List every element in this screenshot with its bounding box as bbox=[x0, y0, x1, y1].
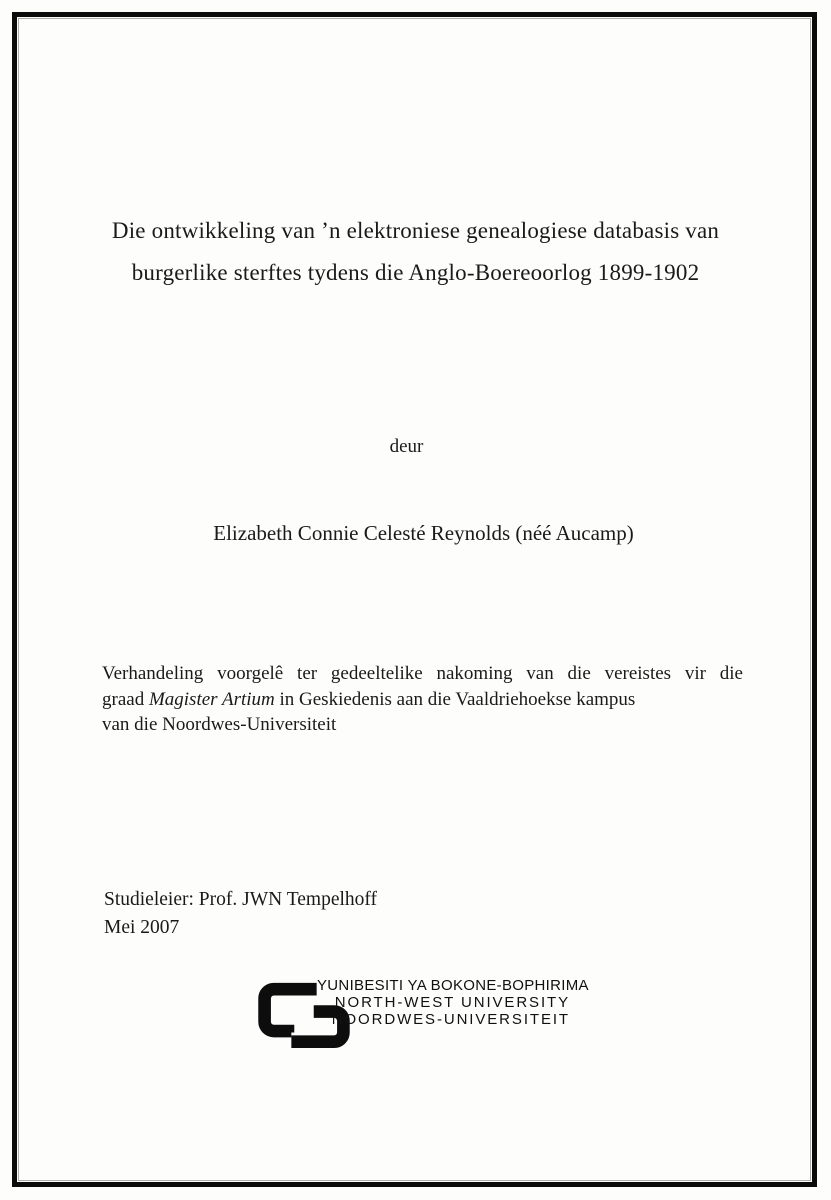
university-name-setswana: YUNIBESITI YA BOKONE-BOPHIRIMA bbox=[317, 977, 589, 994]
university-name-afrikaans: NOORDWES-UNIVERSITEIT bbox=[331, 1011, 570, 1028]
degree-declaration bbox=[102, 661, 743, 738]
declaration-line1: Verhandeling voorgelê ter gedeeltelike nakoming van die vereistes vir die bbox=[102, 663, 743, 684]
declaration-line2-pre: graad bbox=[102, 688, 149, 710]
supervisor-block bbox=[104, 886, 377, 942]
degree-name-italic: Magister Artium bbox=[148, 688, 275, 710]
thesis-title-line2: burgerlike sterftes tydens die Anglo-Boereoorlog 1899-1902 bbox=[131, 260, 700, 285]
thesis-title-line1: Die ontwikkeling van ’n elektroniese genealogiese databasis van bbox=[111, 218, 720, 243]
date-line: Mei 2007 bbox=[104, 917, 180, 938]
thesis-title bbox=[0, 210, 831, 294]
declaration-line2 bbox=[102, 687, 743, 713]
declaration-line2-post: in Geskiedenis aan die Vaaldriehoekse kampus bbox=[274, 688, 636, 710]
declaration-line3: van die Noordwes-Universiteit bbox=[102, 714, 337, 735]
nwu-logo bbox=[255, 976, 589, 1052]
university-name-block bbox=[317, 977, 589, 1028]
author-name: Elizabeth Connie Celesté Reynolds (néé Aucamp) bbox=[213, 521, 634, 545]
university-name-english: NORTH-WEST UNIVERSITY bbox=[334, 994, 570, 1011]
supervisor-line: Studieleier: Prof. JWN Tempelhoff bbox=[104, 889, 378, 910]
byline-deur: deur bbox=[389, 436, 424, 457]
